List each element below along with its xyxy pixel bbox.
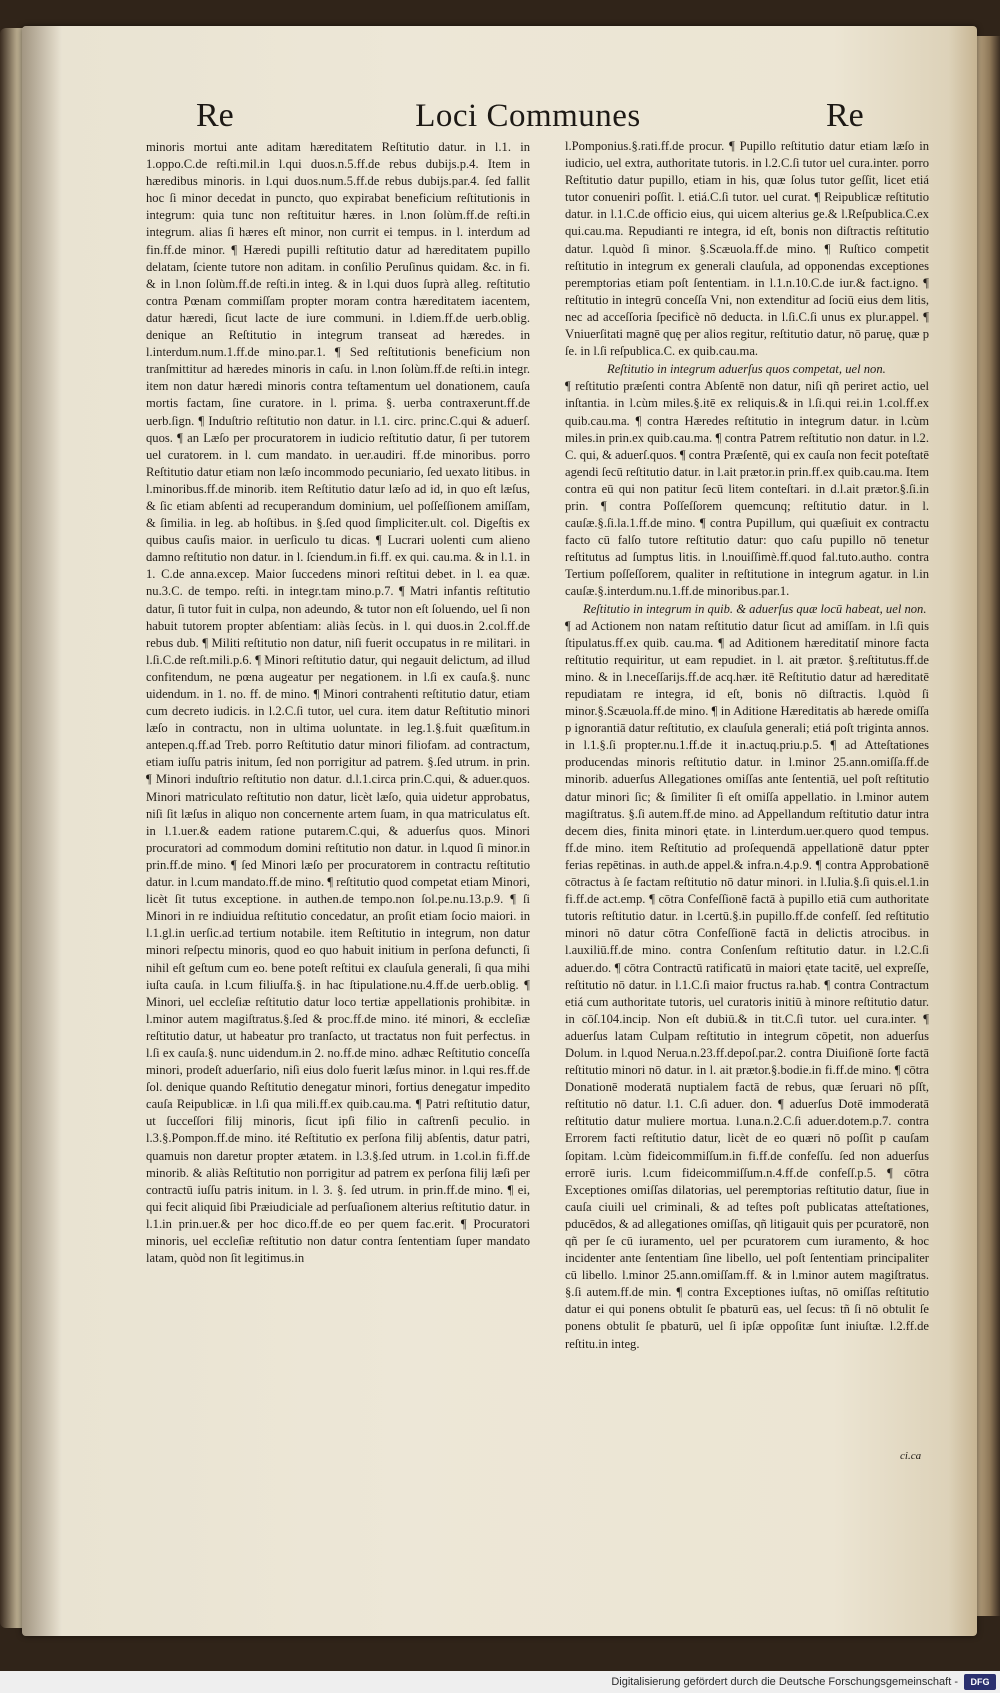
section-subheading: Reſtitutio in integrum in quib. & aduerſus quæ locū habeat, uel non. xyxy=(583,601,927,616)
paragraph: minoris mortui ante aditam hæreditatem Reſtitutio datur. in l.1. in 1.oppo.C.de reſti.mil.in l.qui duos.n.5.ff.de rebus dubijs.p.4. Item in hæredibus minoris. in l.qui duos.num.5.ff.de rebus dubijs.par.4. ſed fallit hoc ſi minor decedat in puncto, quo expirabat beneficium reſtitutionis in integrum: quia tunc non reſtituitur hæres. in l.non ſolùm.ff.de reſti.in integrum. alias ſi hæres eſt minor, non currit ei tempus. in l. interdum ad fin.ff.de minor. ¶ Hæredi pupilli reſtitutio datur ad hæreditatem pupillo delatam, ſciente tutore non aditam. in conſilio Peruſinus quidam. &c. in fi. & in l.non ſolùm.ff.de reſti.in integ. & in l.qui duos ſuprà alleg. reſtitutio contra Pœnam commiſſam propter moram contra hæreditatem iacentem, datur hæredi, ſicut lacte de iure communi. in l.diem.ff.de uerb.oblig. denique an Reſtitutio in integrum transeat ad hæredes. in l.interdum.num.1.ff.de mino.par.1. ¶ Sed reſtitutionis beneficium non tranſmittitur ad hæredes minoris in caſu. in l.non ſolùm.ff.de reſti.in integr. item non datur hæredi minoris contra teſtamentum uel donationem, cauſa mortis factam, ſine curatore. in l. prima. §. uerba contraxerunt.ff.de uerb.ſign. ¶ Induſtrio reſtitutio non datur. in l.1. circ. princ.C.qui & aduerſ. quos. ¶ an Læſo per procuratorem in iudicio reſtitutio datur, ſi per tutorem uel curatorem. in l. cum mandato. in uer.audiri. ff.de minoribus. porro Reſtitutio datur etiam non læſo incommodo pecuniario, ſed uexato litibus. in l.minoribus.ff.de minorib. item Reſtitutio datur læſo ad id, in quo eſt læſus, & ſic etiam abſenti ad recuperandum dominium, uel poſſeſſionem amiſſam, & ſimilia. in leg. ab hoſtibus. in §.ſed quod ſimpliciter.ult. col. Digeſtis ex quibus cauſis maior. in uerſiculo tu dicas. ¶ Lucrari uolenti cum alieno damno reſtitutio non datur. in l. ſciendum.in fi.ff. ex qui. cau.ma. & in l.1. in 1. C.de anna.excep. Maior ſuccedens minori reſtitui debet. in l. ea quæ. nu.3.C. de tempo. reſti. in integr.tam mino.p.7. ¶ Matri infantis reſtitutio datur, ſi tutor fuit in culpa, non adeundo, & tutor non eſt ſoluendo, uel ſi non habuit tutorem propter abſentiam: aliàs ſecùs. in l. qui duos.in 2.col.ff.de rebus dub. ¶ Militi reſtitutio non datur, niſi fuerit occupatus in re militari. in l.ſi.C.de reſt.mili.p.6. ¶ Minori reſtitutio datur, qui negauit delictum, ad illud confitendum, ne pœna augeatur per negationem. in l.ſi ex cauſa.§. nunc uidendum. in 1. no. ff. de mino. ¶ Minori contrahenti reſtitutio datur, etiam cum decreto iudicis. in l.2.C.ſi tutor, uel cura. item datur Reſtitutio minori læſo in contractu, non in ultima uoluntate. in leg.1.§.fuit quæſitum.in antepen.q.ff.ad Treb. porro Reſtitutio datur minori filiofam. ad contractum, etiam iuſſu patris initum, ſed non porrigitur ad patrem. §.ſed utrum. in prin. ¶ Minori induſtrio reſtitutio non datur. d.l.1.circa prin.C.qui, & aduer.quos. Minori matriculato reſtitutio non datur, licèt læſo, quia uidetur approbatus, niſi ſit læſus in aliquo non concernente artem ſuam, in qua matriculatus eſt. in l.1.uer.& eadem ratione putarem.C.qui, & aduerſus quos. Minori procuratori ad commodum domini reſtitutio non datur. in l.quod ſi minor.in prin.ff.de mino. ¶ ſed Minori læſo per procuratorem in contractu reſtitutio datur. in l.cum mandato.ff.de mino. ¶ reſtitutio quod competat etiam Minori, licèt ſit tutus exceptione. in authen.de tempo.non ſol.pe.nu.13.p.9. ¶ ſi Minori in re indiuidua reſtitutio concedatur, an proſit etiam ſocio maiori. in l.1.gl.in uerſic.ad tertium notabile. item Reſtitutio in integrum, non datur minori reſpectu minoris, quod eo quo habuit initium in perſona defuncti, ſi nihil eſt geſtum cum eo. bene poteſt reſtitui ex clauſula generali, ſi qua mihi iuſta cauſa. in l.cum filiuſfa.§. in hac ſtipulatione.nu.4.ff.de uerb.oblig. ¶ Minori, uel eccleſiæ reſtitutio datur loco tertiæ appellationis prohibitæ. in l.minor autem magiſtratus.§.ſed & proc.ff.de mino. ité minori, & eccleſiæ reſtitutio datur, ut habeatur pro tranſacto, ut tractatus non fuit perfectus. in l.ſi ex cauſa.§. nunc uidendum.in 2. no.ff.de mino. adhæc Reſtitutio conceſſa minori, prodeſt aduerſario, niſi eius dolo fuerit læſus minor. in l.qui res.ff.de ſol. denique quando Reſtitutio denegatur minori, fortius denegatur impedito cauſa Reipublicæ. in l.ſi qua mili.ff.ex quib.cau.ma. ¶ Patri reſtitutio datur, ut ſucceſſori filij minoris, ſicut ipſi filio in caſtrenſi peculio. in l.3.§.Pompon.ff.de mino. ité Reſtitutio ex perſona filij abſentis, datur patri, quamuis non daretur propter ætatem. in l.3.§.ſed utrum. in 1.col.in fi.ff.de minorib. & aliàs Reſtitutio non porrigitur ad patrem ex perſona filij læſi per contractū iuſſu patris initum. in l. 3. §. ſed utrum. in prin.ff.de mino. ¶ ei, qui fecit aliquid ſibi Præiudiciale ad perſuaſionem alterius reſtitutio datur. in l.1.in prin.uer.& per hoc dico.ff.de eo per quem fac.erit. ¶ Procuratori minoris, uel eccleſiæ reſtitutio non datur contra ſententiam ſuper mandato latam, quòd non ſit legitimus.in xyxy=(146,140,530,1266)
paragraph: l.Pomponius.§.rati.ff.de procur. ¶ Pupillo reſtitutio datur etiam læſo in iudicio, uel extra, authoritate tutoris. in l.2.C.ſi tutor uel cura.inter. porro Reſtitutio datur pupillo, etiam in his, quæ ſolus tutor geſſit, licet etiá tutor conueniri poſſit. l. etiá.C.ſi tutor. uel curat. ¶ Reipublicæ reſtitutio datur. in l.1.C.de officio eius, qui uicem alterius ge.& l.Reſpublica.C.ex qui.cau.ma. Repudianti re integra, id eſt, bonis non diſtractis reſtitutio datur. l.quòd ſi minor. §.Scæuola.ff.de mino. ¶ Ruſtico competit reſtitutio in integrum ex generali clauſula, ad opponendas exceptiones peremptorias etiam poſt ſententiam. in l.1.n.10.C.de iur.& fact.igno. ¶ reſtitutio in integrū conceſſa Vni, non extenditur ad ſociū eius dem litis, nec ad acceſſoria ſpecificè nō deducta. in l.ſi.C.ſi unus ex plur.appel. ¶ Vniuerſitati magnē quę per alios regitur, reſtitutio datur, nō paruę, quæ p ſe. in l.ſi reſpublica.C. ex quib.cau.ma. xyxy=(565,139,929,359)
running-head-title: Loci Communes xyxy=(415,98,641,134)
paragraph: ¶ reſtitutio præſenti contra Abſentē non datur, niſi qñ periret actio, uel inſtantia. in l.cùm miles.§.itē ex reliquis.& in l.ſi.qui rei.in 1.col.ff.ex quib.cau.ma. ¶ contra Hæredes reſtitutio in integrum datur. in l.cùm miles.in prin.ex quib.cau.ma. ¶ contra Patrem reſtitutio non datur. in l.2. C. qui, & aduerſ.quos. ¶ contra Præſentē, qui ex cauſa non fecit poteſtatē agendi ſecū reſtitutio datur. in l.ait prætor.in prin.ff.ex quib.cau.ma. Item contra eū qui non patitur ſecū litem conteſtari. in d.l.ait prætor.§.ſi.in prin. ¶ contra Poſſeſſorem quemcunq; reſtitutio datur. in l. cauſæ.§.ſi.la.1.ff.de mino. ¶ contra Pupillum, qui quæſiuit ex contractu facto cū falſo tutore reſtitutio datur: quo caſu pupillo nō tenetur reſtitutus ad ſumptus litis. in l.nouiſſimè.ff.quod fal.tuto.autho. contra Tertium poſſeſſorem, qualiter in reſtitutione in integrum agatur. in l.in cauſæ.§.interdum.nu.1.ff.de minoribus.par.1. xyxy=(565,379,929,599)
running-head-right: Re xyxy=(826,97,864,134)
running-head-left: Re xyxy=(196,97,234,134)
footer-credit: Digitalisierung gefördert durch die Deutsche Forschungsgemeinschaft - xyxy=(611,1676,958,1688)
gutter-shadow xyxy=(22,26,62,1636)
paragraph: ¶ ad Actionem non natam reſtitutio datur ſicut ad amiſſam. in l.ſi quis ſtipulatus.ff.ex quib. cau.ma. ¶ ad Aditionem hæreditatiſ minore facta reſtitutio requiritur, ut eam repudiet. in l. ait prætor. §.reſtitutus.ff.de mino. & in l.neceſſarijs.ff.de acq.hær. itē Reſtitutio datur ad hæreditatē repudiatam re integra, id eſt, bonis nō diſtractis. l.quòd ſi minor.§.Scæuola.ff.de mino. ¶ in Aditione Hæreditatis ab hærede omiſſa p ignorantiā datur reſtitutio, ex clauſula generali; etiá poſt triginta annos. in l.1.§.ſi propter.nu.1.ff.de it in.actuq.priu.p.5. ¶ ad Atteſtationes producendas minoris reſtitutio datur. in l.minor 25.ann.omiſſa.ff.de minorib. aduerſus Allegationes omiſſas ante ſententiā, uel poſt reſtitutio datur minori ſic; & ſimiliter ſi eſt omiſſa appellatio. in l.minor autem magiſtratus. §.ſi autem.ff.de mino. ad Appellandum reſtitutio datur intra decem dies, finita minori ętate. in l.interdum.uer.quero quod tempus. ff.de mino. item Reſtitutio ad proſequendā appellationē datur ppter ferias repētinas. in auth.de appel.& infra.n.4.p.9. ¶ contra Approbationē cōtractus à ſe factam reſtitutio nō datur minori. in l.Iulia.§.ſi quis.el.1.in fi.ff.de act.emp. ¶ cōtra Confeſſionē factā à pupillo etiā cum authoritate tutoris reſtitutio datur. in l.certū.§.in pupillo.ff.de confeſſ. ſed reſtitutio minori nō datur cōtra Confeſſionē factā in delictis atrocibus. in l.auxiliū.ff.de mino. contra Conſenſum reſtitutio datur. in l.2.C.ſi aduer.do. ¶ cōtra Contractū ratificatū in maiori ętate tacitē, uel expreſſe, reſtitutio nō datur. in l.1.C.ſi maior fructus ra.hab. ¶ contra Contractum etiá cum authoritate tutoris, uel curatoris initiū à minore reſtitutio datur. in cōſ.104.incip. Non eſt dubiū.& in tit.C.ſi tutor. uel cura.inter. ¶ aduerſus latam Culpam reſtitutio in integrum cōpetit, non aduerſus Dolum. in l.quod Nerua.n.23.ff.depoſ.par.2. contra Diuiſionē ſorte factā reſtitutio minori nō datur. in l. ait prætor.§.bodie.in fi.ff.de mino. ¶ cōtra Donationē moderatā nuptialem factā de rebus, quæ ſeruari nō pſſt, reſtitutio nō datur. l.1. C.ſi aduer. don. ¶ aduerſus Dotē immoderatā reſtitutio datur muliere mortua. l.una.n.2.C.ſi aduer.dotem.p.7. contra Errorem facti reſtitutio datur, licèt de eo quæri nō poſſit p cauſam ſopitam. l.cùm fideicommiſſum.in fi.ff.de confeſſu. ſed non aduerſus errorē iuris. l.cum fideicommiſſum.n.4.ff.de confeſſ.p.5. ¶ cōtra Exceptiones omiſſas dilatorias, uel peremptorias reſtitutio datur, ſiue in cauſa ciuili uel criminali, & ad teſtes poſt publicatas atteſtationes, pducēdos, & ad allegationes omiſſas, qñ litigauit quis per pcuratorē, non qñ per ſe cū iuramento, uel per pcuratorem cum iuramento, & hoc incidenter ante ſententiam ſine libello, uel poſt ſententiam principaliter cū libello. l.minor 25.ann.omiſſam.ff. & in l.minor autem magiſtratus. §.ſi autem.ff.de min. ¶ contra Exceptiones iuſtas, nō omiſſas reſtitutio datur ei qui ponens obtulit ſe pbaturū eas, uel ſecus: tñ ſi nō obtulit ſe ponens obtulit ſe pbaturū, uel ſi ipſæ oppoſitæ ſunt iniuſtæ. l.2.ff.de reſtitu.in integ. xyxy=(565,618,929,1351)
text-column-left xyxy=(146,139,530,1267)
section-subheading: Reſtitutio in integrum aduerſus quos competat, uel non. xyxy=(607,362,886,377)
catchword: ci.ca xyxy=(900,1450,922,1462)
dfg-logo: DFG xyxy=(964,1674,996,1690)
text-column-right xyxy=(565,138,929,1353)
